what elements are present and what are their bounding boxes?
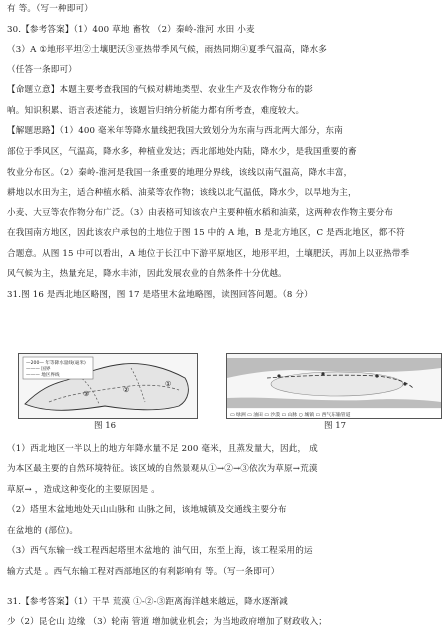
text-line: （3）西气东输一线工程西起塔里木盆地的 油气田，东至上海，该工程采用的运	[7, 546, 313, 556]
text-line: 30.【参考答案】（1）400 草地 畜牧 （2）秦岭-淮河 水田 小麦	[7, 25, 255, 35]
text-line: 部位于季风区，气温高，降水多，种植业发达；西北部地处内陆，降水少，是我国重要的畜	[7, 147, 357, 157]
text-line: 合题意。从图 15 中可以看出，A 地位于长江中下游平原地区，地形平坦，土壤肥沃，再加上以亚热带季	[7, 249, 410, 259]
figures-area	[12, 353, 442, 433]
answer-line: 少（2）昆仑山 边缘 （3）轮南 管道 增加就业机会；为当地政府增加了财政收入；	[7, 617, 328, 627]
question-title: 31.图 16 是西北地区略图，图 17 是塔里木盆地略图，读图回答问题。（8 分）	[7, 290, 313, 300]
text-line: 输方式是 。西气东输工程对西部地区的有利影响有 等。（写一条即可）	[7, 567, 280, 577]
text-line: 风气候为主，热量充足，降水丰沛，因此发展农业的自然条件十分优越。	[7, 269, 287, 279]
text-line: （3）A ①地形平坦②土壤肥沃③亚热带季风气候，雨热同期④夏季气温高，降水多	[7, 45, 327, 55]
text-line: 有 等。（写一种即可）	[7, 4, 94, 14]
text-line: 【解题思路】（1）400 毫米年等降水量线把我国大致划分为东南与西北两大部分，东南	[7, 126, 343, 136]
text-line: 耕地以水田为主，适合种植水稻、油菜等农作物；该线以北气温低，降水少，以旱地为主，	[7, 188, 357, 198]
figure-17-map	[226, 353, 442, 419]
figure-16-map	[18, 353, 198, 419]
legend-item: ——— 国界	[26, 367, 51, 372]
figure-17-caption: 图 17	[324, 421, 347, 431]
legend-item: —200— 年等降水量线(毫米)	[26, 361, 86, 366]
map-label: ①	[165, 380, 172, 388]
text-line: 【命题立意】本题主要考查我国的气候对耕地类型、农业生产及农作物分布的影	[7, 85, 314, 95]
text-line: 在盆地的 (部位)。	[7, 526, 79, 536]
legend-item: ——— 地区界线	[26, 373, 60, 378]
text-line: （任答一条即可）	[7, 65, 77, 75]
text-line: 在我国南方地区，因此该农户承包的土地位于图 15 中的 A 地，B 是北方地区，C 是西北地区，都不符	[7, 228, 405, 238]
map-label: ③	[83, 390, 90, 398]
text-line: 响。知识积累、语言表述能力，该题旨归纳分析能力都有所考查，难度较大。	[7, 106, 305, 116]
text-line: 为本区最主要的自然环境特征。该区域的自然景观从①→②→③依次为草原→荒漠	[7, 464, 318, 474]
legend-row: ▭ 绿洲 ▭ 油田 ▭ 沙漠 ▭ 山脉 ○ 城镇 ▭ 西气东输管道	[230, 413, 351, 418]
figure-16-caption: 图 16	[94, 421, 117, 431]
text-line: 牧业分布区。（2）秦岭-淮河是我国一条重要的地理分界线，该线以南气温高，降水丰富，	[7, 168, 353, 178]
text-line: （2）塔里木盆地地处天山山脉和 山脉之间，该地城镇及交通线主要分布	[7, 505, 287, 515]
text-line: 草原→ ，造成这种变化的主要原因是 。	[7, 485, 161, 495]
map-label: ②	[123, 386, 130, 394]
answer-line: 31.【参考答案】（1）干旱 荒漠 ①-②-③距离海洋越来越远，降水逐渐减	[7, 597, 288, 607]
text-line: （1）西北地区一半以上的地方年降水量不足 200 毫米，且蒸发量大，因此， 成	[7, 444, 318, 454]
text-line: 小麦、大豆等农作物分布广泛。（3）由表格可知该农户主要种植水稻和油菜，这两种农作物主要分布	[7, 208, 394, 218]
